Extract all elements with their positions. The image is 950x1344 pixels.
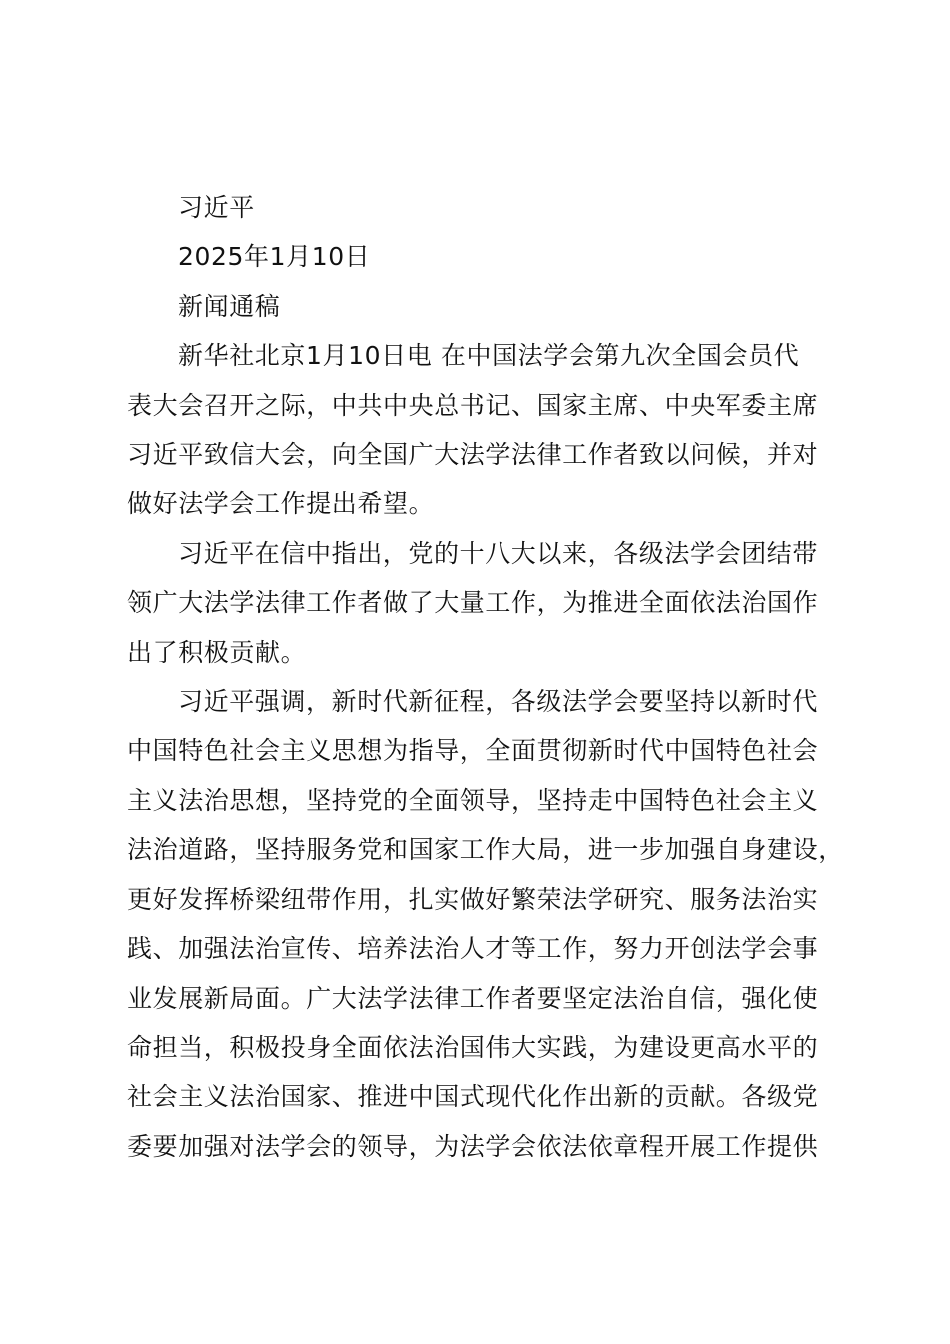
paragraph-2 bbox=[127, 529, 835, 677]
paragraph-1 bbox=[127, 331, 835, 529]
paragraph-line: 委要加强对法学会的领导，为法学会依法依章程开展工作提供 bbox=[127, 1131, 819, 1161]
paragraph-line: 中国特色社会主义思想为指导，全面贯彻新时代中国特色社会 bbox=[127, 736, 819, 766]
paragraph-line: 社会主义法治国家、推进中国式现代化作出新的贡献。各级党 bbox=[127, 1082, 819, 1112]
paragraph-line: 主义法治思想，坚持党的全面领导，坚持走中国特色社会主义 bbox=[127, 785, 819, 815]
paragraph-line: 命担当，积极投身全面依法治国伟大实践，为建设更高水平的 bbox=[127, 1032, 819, 1062]
paragraph-line: 出了积极贡献。 bbox=[127, 637, 307, 667]
paragraph-3 bbox=[127, 677, 844, 1171]
paragraph-line: 法治道路，坚持服务党和国家工作大局，进一步加强自身建设， bbox=[127, 835, 844, 865]
document-body bbox=[127, 183, 844, 1171]
paragraph-line: 习近平强调，新时代新征程，各级法学会要坚持以新时代 bbox=[178, 687, 819, 717]
paragraph-line: 领广大法学法律工作者做了大量工作，为推进全面依法治国作 bbox=[127, 588, 819, 618]
paragraph-line: 做好法学会工作提出希望。 bbox=[127, 489, 435, 519]
paragraph-line: 表大会召开之际，中共中央总书记、国家主席、中央军委主席 bbox=[127, 390, 819, 420]
paragraph-line: 习近平在信中指出，党的十八大以来，各级法学会团结带 bbox=[178, 538, 819, 568]
paragraph-line: 习近平致信大会，向全国广大法学法律工作者致以问候，并对 bbox=[127, 440, 819, 470]
paragraph-line: 新华社北京1月10日电 在中国法学会第九次全国会员代 bbox=[178, 341, 800, 371]
paragraph-line: 更好发挥桥梁纽带作用，扎实做好繁荣法学研究、服务法治实 bbox=[127, 884, 819, 914]
paragraph-line: 业发展新局面。广大法学法律工作者要坚定法治自信，强化使 bbox=[127, 983, 819, 1013]
document-date: 2025年1月10日 bbox=[178, 242, 371, 272]
signature-name: 习近平 bbox=[178, 193, 255, 222]
section-label: 新闻通稿 bbox=[178, 291, 281, 321]
paragraph-line: 践、加强法治宣传、培养法治人才等工作，努力开创法学会事 bbox=[127, 934, 819, 964]
